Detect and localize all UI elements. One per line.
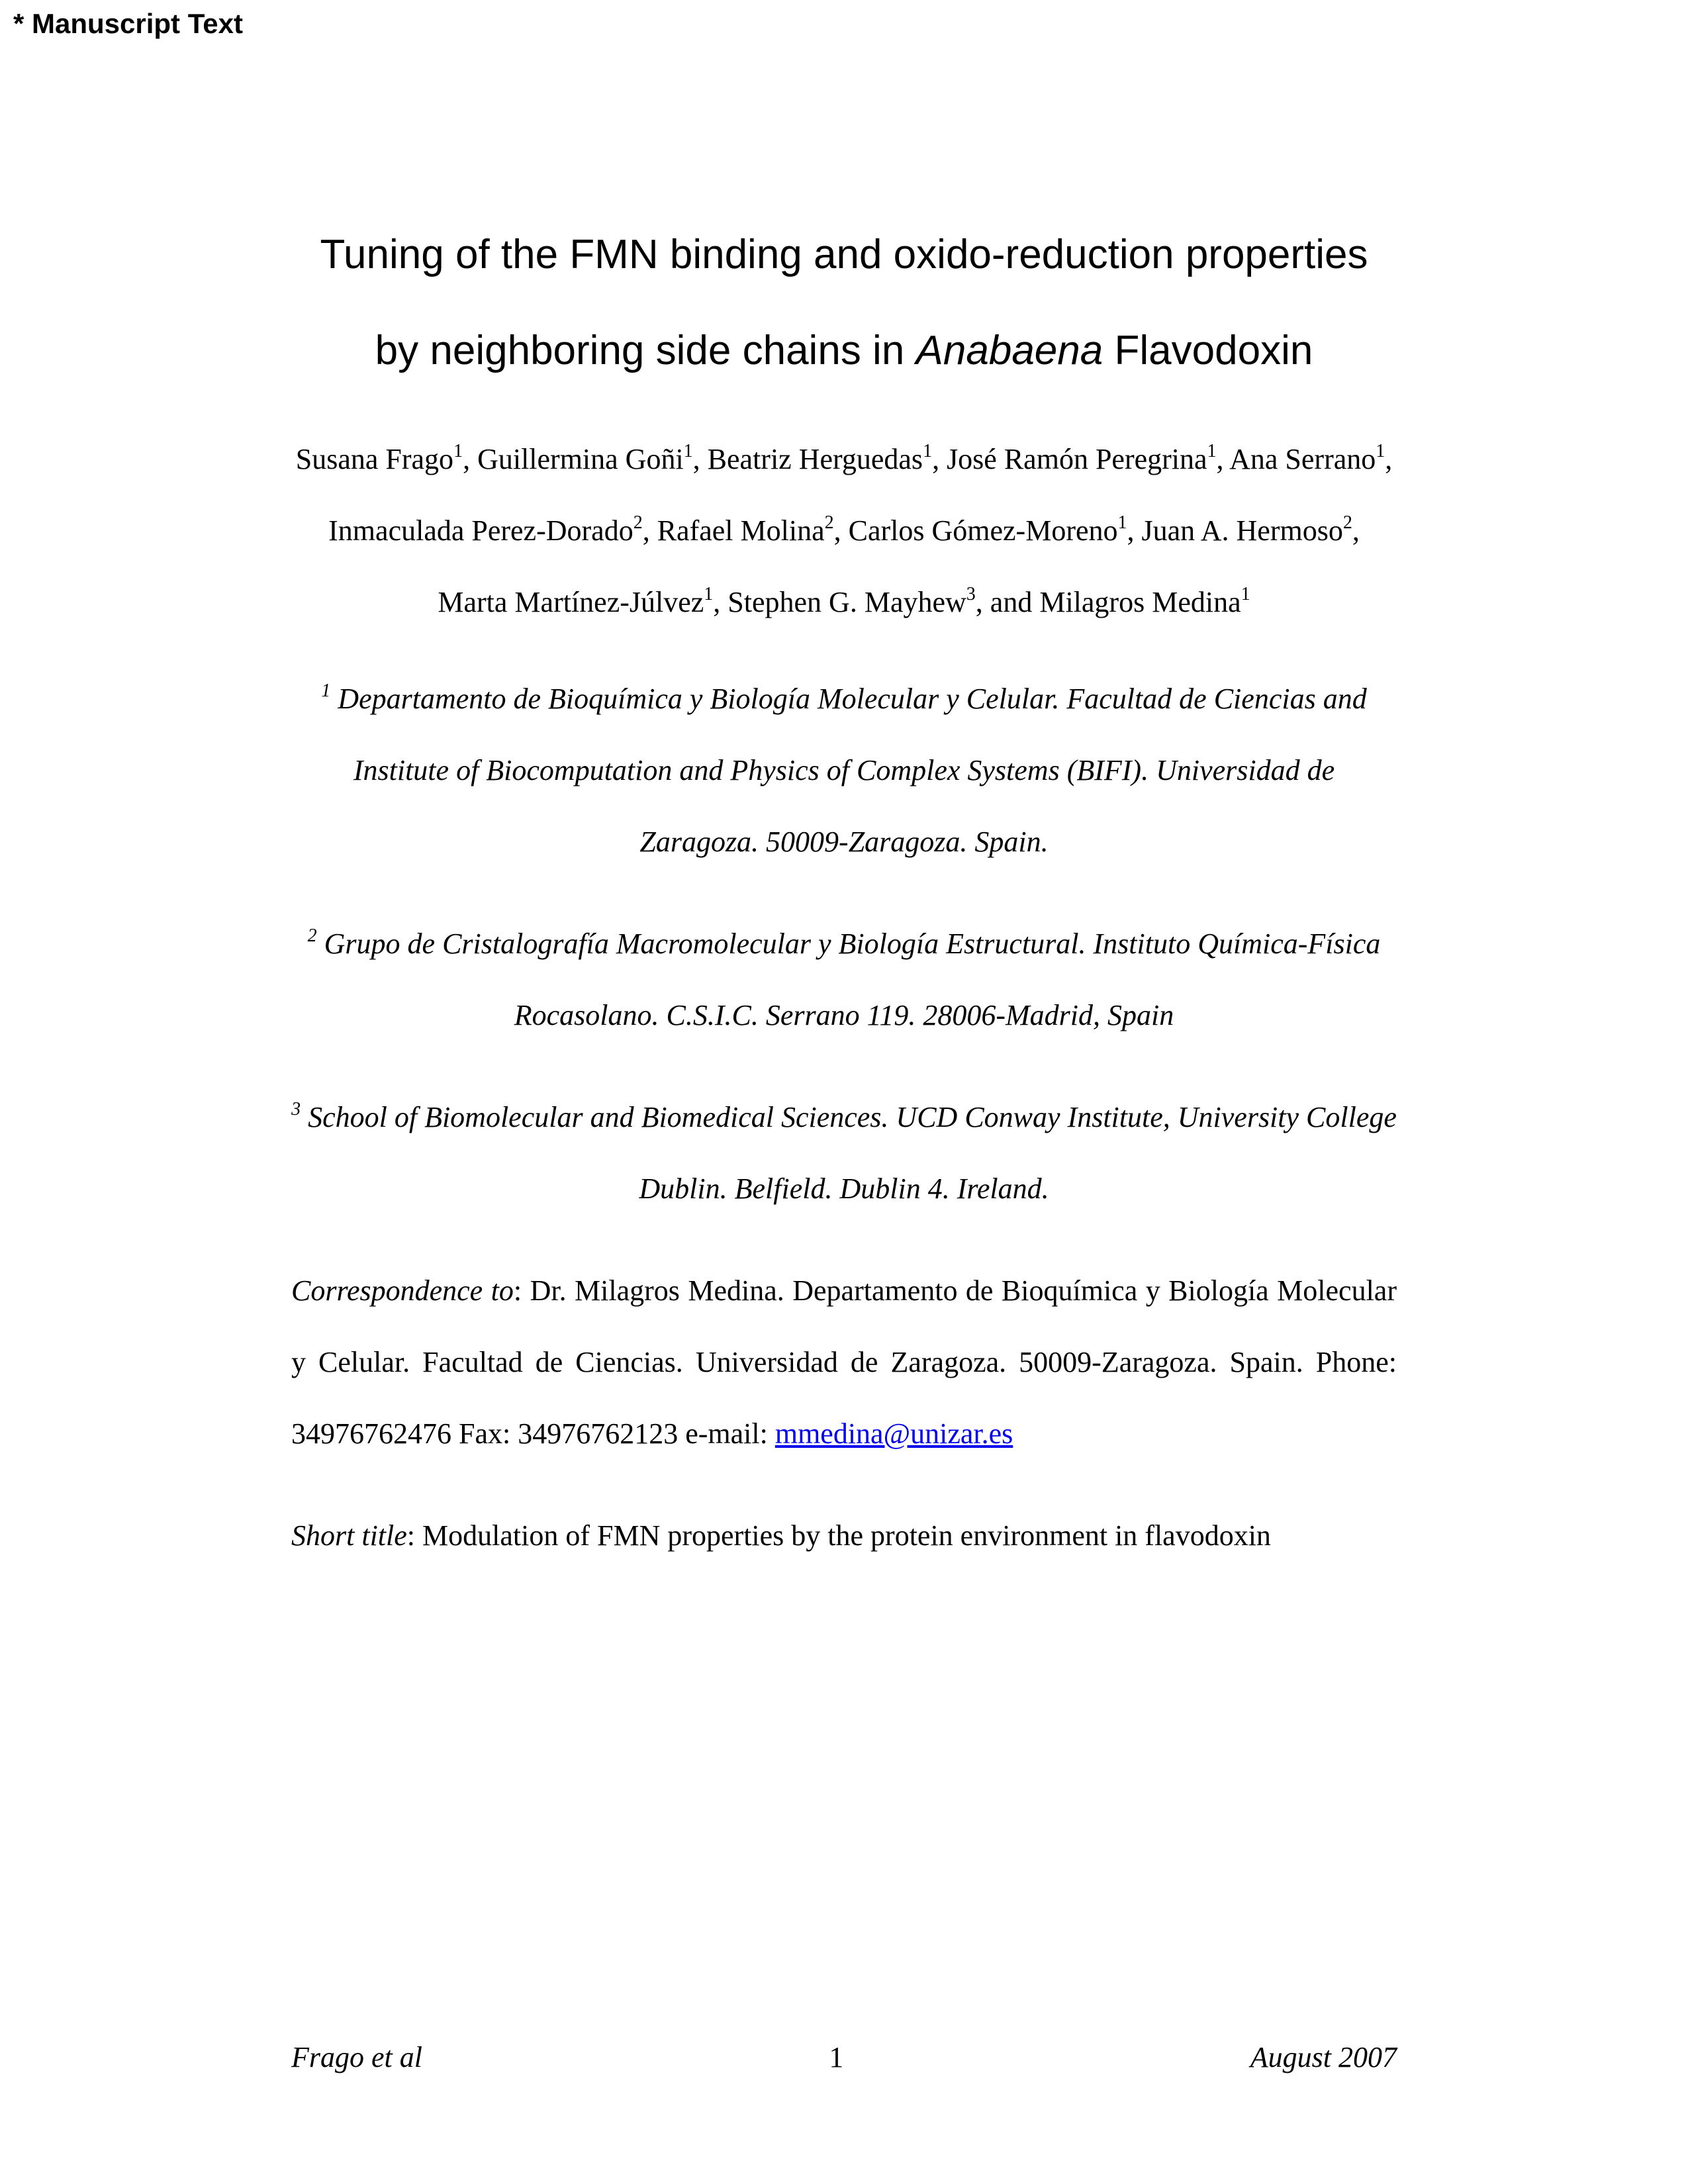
author-separator: ,	[692, 443, 708, 475]
author-affiliation-marker: 1	[453, 441, 463, 461]
correspondence-label: Correspondence to	[291, 1274, 514, 1307]
affiliation-number: 3	[291, 1099, 301, 1119]
title-line-1: Tuning of the FMN binding and oxido-reduction properties	[320, 232, 1368, 277]
affiliation-number: 2	[307, 926, 317, 946]
title-line-2	[0, 303, 1688, 399]
short-title-text: Modulation of FMN properties by the protein environment in flavodoxin	[422, 1519, 1271, 1552]
author-name: Milagros Medina	[1039, 586, 1241, 618]
title-organism-name: Anabaena	[915, 328, 1103, 373]
author-affiliation-marker: 1	[923, 441, 933, 461]
author-affiliation-marker: 1	[1207, 441, 1217, 461]
page-number: 1	[829, 2041, 844, 2073]
correspondence-colon: :	[513, 1274, 530, 1307]
author-separator: ,	[1216, 443, 1230, 475]
author-separator: ,	[642, 514, 657, 547]
author-name: Ana Serrano	[1229, 443, 1376, 475]
author-affiliation-marker: 2	[824, 512, 834, 533]
short-title-colon: :	[406, 1519, 423, 1552]
correspondence-block	[291, 1255, 1397, 1470]
author-list	[291, 424, 1397, 638]
manuscript-text-label: * Manuscript Text	[13, 8, 243, 39]
footer-date: August 2007	[1250, 2041, 1397, 2073]
author-separator: , and	[975, 586, 1040, 618]
correspondence-text: Dr. Milagros Medina. Departamento de Bioquímica y Biología Molecular y Celular. Facultad de Ciencias. Universidad de Zaragoza. 50009-Zaragoza. Spain. Phone: 34976762476 Fax: 34976762123 e-mail:	[291, 1274, 1397, 1450]
affiliation-text: School of Biomolecular and Biomedical Sciences. UCD Conway Institute, University College Dublin. Belfield. Dublin 4. Ireland.	[308, 1101, 1397, 1205]
author-name: Beatriz Herguedas	[707, 443, 923, 475]
affiliation-text: Grupo de Cristalografía Macromolecular y Biología Estructural. Instituto Química-Física Rocasolano. C.S.I.C. Serrano 119. 28006-Madrid, Spain	[324, 927, 1381, 1031]
author-name: Susana Frago	[295, 443, 454, 475]
author-name: Guillermina Goñi	[477, 443, 684, 475]
author-affiliation-marker: 2	[1342, 512, 1352, 533]
author-separator: ,	[1352, 514, 1360, 547]
affiliation-number: 1	[321, 681, 331, 701]
author-name: Inmaculada Perez-Dorado	[328, 514, 633, 547]
footer-author: Frago et al	[291, 2041, 422, 2073]
paper-title	[0, 207, 1688, 399]
title-line-2-suffix: Flavodoxin	[1103, 328, 1313, 373]
author-name: José Ramón Peregrina	[947, 443, 1207, 475]
affiliation-1	[291, 663, 1397, 878]
author-affiliation-marker: 1	[1376, 441, 1385, 461]
author-affiliation-marker: 3	[966, 584, 976, 604]
author-affiliation-marker: 1	[704, 584, 714, 604]
author-affiliation-marker: 1	[1241, 584, 1250, 604]
author-separator: ,	[1127, 514, 1142, 547]
email-link[interactable]: mmedina@unizar.es	[774, 1417, 1013, 1450]
author-separator: ,	[932, 443, 947, 475]
author-name: Marta Martínez-Júlvez	[438, 586, 704, 618]
page-footer	[291, 2031, 1397, 2084]
affiliation-2	[291, 908, 1397, 1051]
affiliation-text: Departamento de Bioquímica y Biología Molecular y Celular. Facultad de Ciencias and Institute of Biocomputation and Physics of Complex Systems (BIFI). Universidad de Zaragoza. 50009-Zaragoza. Spain.	[338, 683, 1367, 858]
author-name: Juan A. Hermoso	[1141, 514, 1343, 547]
author-affiliation-marker: 1	[683, 441, 693, 461]
author-separator: ,	[713, 586, 728, 618]
author-name: Rafael Molina	[657, 514, 825, 547]
title-line-2-prefix: by neighboring side chains in	[375, 328, 916, 373]
author-affiliation-marker: 1	[1117, 512, 1127, 533]
affiliation-3	[291, 1082, 1397, 1225]
short-title-label: Short title	[291, 1519, 407, 1552]
author-separator: ,	[463, 443, 478, 475]
author-name: Stephen G. Mayhew	[727, 586, 966, 618]
author-separator: ,	[1385, 443, 1393, 475]
short-title-block	[291, 1500, 1397, 1572]
author-separator: ,	[833, 514, 849, 547]
author-name: Carlos Gómez-Moreno	[848, 514, 1118, 547]
author-affiliation-marker: 2	[633, 512, 643, 533]
